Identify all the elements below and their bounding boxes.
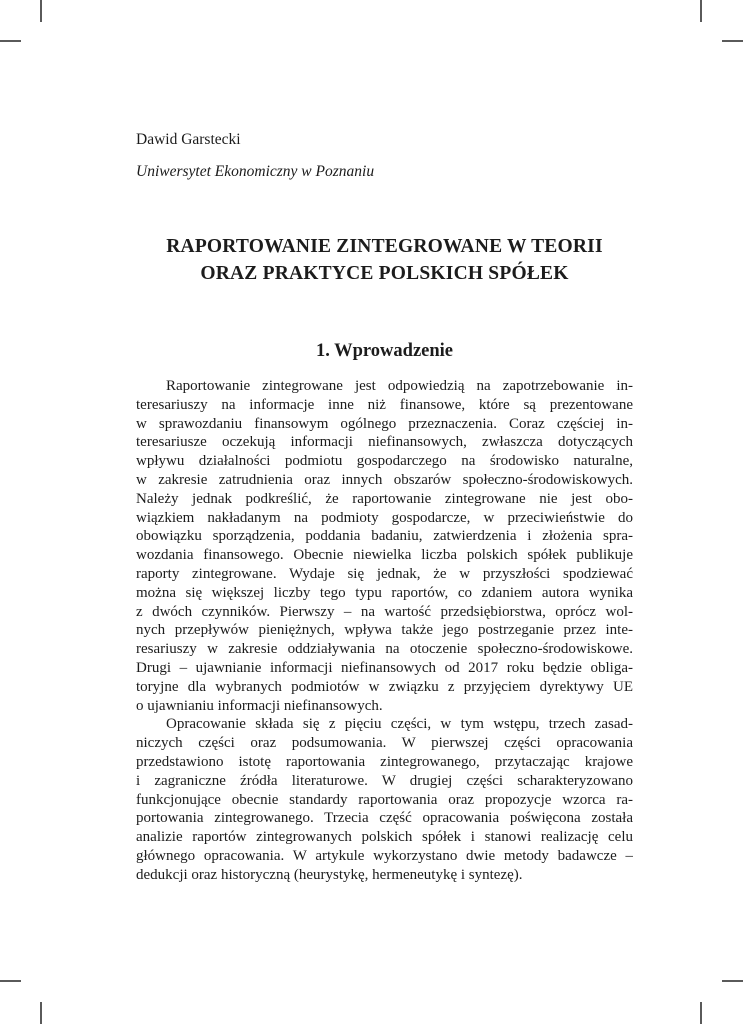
text-line: teresariusze oczekują informacji niefinansowych, zwłaszcza dotyczących (136, 434, 633, 451)
text-line: wozdania finansowego. Obecnie niewielka liczba polskich spółek publikuje (136, 547, 633, 564)
text-line: i zagraniczne źródła literaturowe. W drugiej części scharakteryzowano (136, 772, 633, 789)
article-title (136, 233, 633, 287)
text-line: obowiązku sporządzenia, poddania badaniu, zatwierdzenia i złożenia spra- (136, 528, 633, 545)
text-line: toryjne dla wybranych podmiotów w związku z przyjęciem dyrektywy UE (136, 678, 633, 695)
article-title-line-1: RAPORTOWANIE ZINTEGROWANE W TEORII (166, 236, 603, 257)
text-line: raporty zintegrowane. Wydaje się jednak, że w przyszłości spodziewać (136, 565, 633, 582)
text-line: w zakresie zatrudnienia oraz innych obszarów społeczno-środowiskowych. (136, 471, 633, 488)
text-line: w sprawozdaniu finansowym ogólnego przeznaczenia. Coraz częściej in- (136, 415, 633, 432)
paragraph-2 (136, 715, 633, 884)
text-line: Należy jednak podkreślić, że raportowanie zintegrowane nie jest obo- (136, 490, 633, 507)
text-column (136, 0, 633, 1024)
text-line: przedstawiono istotę raportowania zintegrowanego, przytaczając krajowe (136, 753, 633, 770)
text-line: portowania zintegrowanego. Trzecia część opracowania poświęcona została (136, 810, 633, 827)
article-title-line-2: ORAZ PRAKTYCE POLSKICH SPÓŁEK (200, 263, 569, 284)
text-line: resariuszy w zakresie oddziaływania na otoczenie społeczno-środowiskowe. (136, 641, 633, 658)
text-line: teresariuszy na informacje inne niż finansowe, które są prezentowane (136, 396, 633, 413)
crop-mark-bottom-left-horizontal (0, 980, 21, 982)
text-line: z dwóch czynników. Pierwszy – na wartość przedsiębiorstwa, oprócz wol- (136, 603, 633, 620)
author-affiliation: Uniwersytet Ekonomiczny w Poznaniu (136, 163, 375, 180)
crop-mark-top-right-horizontal (722, 40, 743, 42)
crop-mark-bottom-right-vertical (700, 1002, 702, 1024)
text-line: analizie raportów zintegrowanych polskich spółek i stanowi realizację celu (136, 829, 633, 846)
text-line: wiązkiem nakładanym na podmioty gospodarcze, w przeciwieństwie do (136, 509, 633, 526)
author-name: Dawid Garstecki (136, 131, 241, 148)
text-line: Raportowanie zintegrowane jest odpowiedzią na zapotrzebowanie in- (166, 378, 633, 394)
text-line: nych przepływów pieniężnych, wpływa także jego postrzeganie przez inte- (136, 622, 633, 639)
text-line: o ujawnianiu informacji niefinansowych. (136, 697, 383, 714)
text-line: Drugi – ujawnianie informacji niefinansowych od 2017 roku będzie obliga- (136, 659, 633, 676)
text-line: dedukcji oraz historyczną (heurystykę, hermeneutykę i syntezę). (136, 866, 523, 883)
body-text (136, 377, 633, 885)
text-line: można się większej liczby tego typu raportów, co zdaniem autora wynika (136, 584, 633, 601)
text-line: Opracowanie składa się z pięciu części, w tym wstępu, trzech zasad- (166, 716, 633, 733)
crop-mark-top-right-vertical (700, 0, 702, 22)
text-line: wpływu działalności podmiotu gospodarczego na środowisko naturalne, (136, 453, 633, 470)
crop-mark-bottom-right-horizontal (722, 980, 743, 982)
crop-mark-bottom-left-vertical (40, 1002, 42, 1024)
paragraph-1 (136, 377, 633, 715)
text-line: niczych części oraz podsumowania. W pierwszej części opracowania (136, 735, 633, 752)
section-heading: 1. Wprowadzenie (315, 341, 454, 361)
crop-mark-top-left-vertical (40, 0, 42, 22)
text-line: funkcjonujące obecnie standardy raportowania oraz propozycje wzorca ra- (136, 791, 633, 808)
text-line: głównego opracowania. W artykule wykorzystano dwie metody badawcze – (136, 847, 633, 864)
crop-mark-top-left-horizontal (0, 40, 21, 42)
